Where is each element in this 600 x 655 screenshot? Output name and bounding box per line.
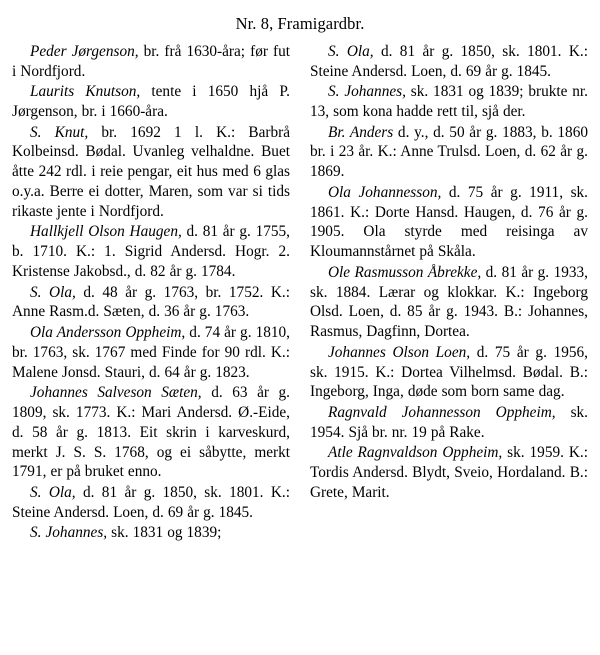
- entry-lead: S. Johannes,: [30, 524, 108, 541]
- entry: [12, 383, 290, 482]
- entry-body: d. 81 år g. 1933, sk. 1884. Lærar og klokkar. K.: Ingeborg Olsd. Loen, d. 85 år g. 1943. B.: Johannes, Rasmus, Dagfinn, Dortea.: [310, 263, 588, 341]
- entry-lead: S. Johannes,: [328, 83, 406, 101]
- entry: [12, 323, 290, 383]
- entry-lead: S. Knut,: [30, 123, 89, 141]
- entry-body: d. 63 år g. 1809, sk. 1773. K.: Mari Andersd. Ø.-Eide, d. 58 år g. 1813. Eit skrin i karveskurd, merkt J. S. S. 1768, og ei såbytte, merkt 1791, er på bruket enno.: [12, 383, 290, 481]
- page-title: Nr. 8, Framigardbr.: [235, 14, 365, 33]
- entry-lead: Ola Andersson Oppheim,: [30, 323, 186, 341]
- entry-lead: S. Ola,: [30, 483, 76, 501]
- entry: [310, 42, 588, 82]
- entry: [310, 263, 588, 343]
- entry: [310, 82, 588, 122]
- entry-body: d. 81 år g. 1850, sk. 1801. K.: Steine Andersd. Loen, d. 69 år g. 1845.: [12, 483, 290, 521]
- entry-body: d. 48 år g. 1763, br. 1752. K.: Anne Rasm.d. Sæten, d. 36 år g. 1763.: [12, 283, 290, 321]
- entry-body: sk. 1831 og 1839;: [107, 524, 222, 541]
- entry-body: sk. 1831 og 1839; brukte nr. 13, som kona hadde rett til, sjå der.: [310, 83, 588, 121]
- entry-body: tente i 1650 hjå P. Jørgenson, br. i 1660-åra.: [12, 83, 290, 121]
- entry: [310, 123, 588, 183]
- entry-body: d. 81 år g. 1755, b. 1710. K.: 1. Sigrid Andersd. Hogr. 2. Kristense Jakobsd., d. 82 år g. 1784.: [12, 223, 290, 281]
- entry-body: sk. 1959. K.: Tordis Andersd. Blydt, Sveio, Hordaland. B.: Grete, Marit.: [310, 444, 588, 501]
- text-columns: [12, 42, 588, 543]
- entry-lead: Br. Anders: [328, 123, 394, 141]
- entry: [310, 343, 588, 403]
- entry: [310, 183, 588, 263]
- entry-lead: Ole Rasmusson Åbrekke,: [328, 263, 482, 281]
- entry-lead: Johannes Salveson Sæten,: [30, 383, 202, 401]
- entry-body: br. 1692 1 l. K.: Barbrå Kolbeinsd. Bødal. Uvanleg velhaldne. Buet åtte 242 rdl. i reie pengar, eit hus med 6 glas o.y.a. Berre ei dotter, Maren, som var si tids rikaste jente i Nordfjord.: [12, 123, 290, 220]
- entry-lead: Ola Johannesson,: [328, 183, 442, 201]
- entry: [12, 283, 290, 323]
- entry-lead: Ragnvald Johannesson Oppheim,: [328, 403, 556, 421]
- entry: [12, 82, 290, 122]
- entry-body: d. 75 år g. 1911, sk. 1861. K.: Dorte Hansd. Haugen, d. 76 år g. 1905. Ola styrde med reisinga av Kloumannstårnet på Skåla.: [310, 183, 588, 261]
- entry: [12, 42, 290, 82]
- entry: [12, 523, 290, 543]
- column-left: [12, 42, 290, 543]
- entry-body: d. 74 år g. 1810, br. 1763, sk. 1767 med Finde for 90 rdl. K.: Malene Jonsd. Stauri, d. 64 år g. 1823.: [12, 323, 290, 381]
- entry: [12, 123, 290, 222]
- entry: [12, 483, 290, 523]
- entry-body: br. frå 1630-åra; før fut i Nordfjord.: [12, 43, 290, 80]
- entry-body: d. y., d. 50 år g. 1883, b. 1860 br. i 23 år. K.: Anne Trulsd. Loen, d. 62 år g. 1869.: [310, 123, 588, 181]
- entry-body: d. 75 år g. 1956, sk. 1915. K.: Dortea Vilhelmsd. Bødal. B.: Ingeborg, Inga, døde som born same dag.: [310, 343, 588, 401]
- entry-body: d. 81 år g. 1850, sk. 1801. K.: Steine Andersd. Loen, d. 69 år g. 1845.: [310, 43, 588, 80]
- entry: [310, 403, 588, 443]
- entry: [12, 222, 290, 282]
- entry-lead: Peder Jørgenson,: [30, 43, 139, 60]
- entry-lead: Atle Ragnvaldson Oppheim,: [328, 444, 503, 461]
- entry-body: sk. 1954. Sjå br. nr. 19 på Rake.: [310, 403, 588, 441]
- entry-lead: S. Ola,: [328, 43, 374, 60]
- entry: [310, 443, 588, 503]
- entry-lead: Johannes Olson Loen,: [328, 343, 471, 361]
- entry-lead: S. Ola,: [30, 283, 76, 301]
- column-right: [310, 42, 588, 503]
- entry-lead: Laurits Knutson,: [30, 83, 141, 101]
- entry-lead: Hallkjell Olson Haugen,: [30, 223, 182, 241]
